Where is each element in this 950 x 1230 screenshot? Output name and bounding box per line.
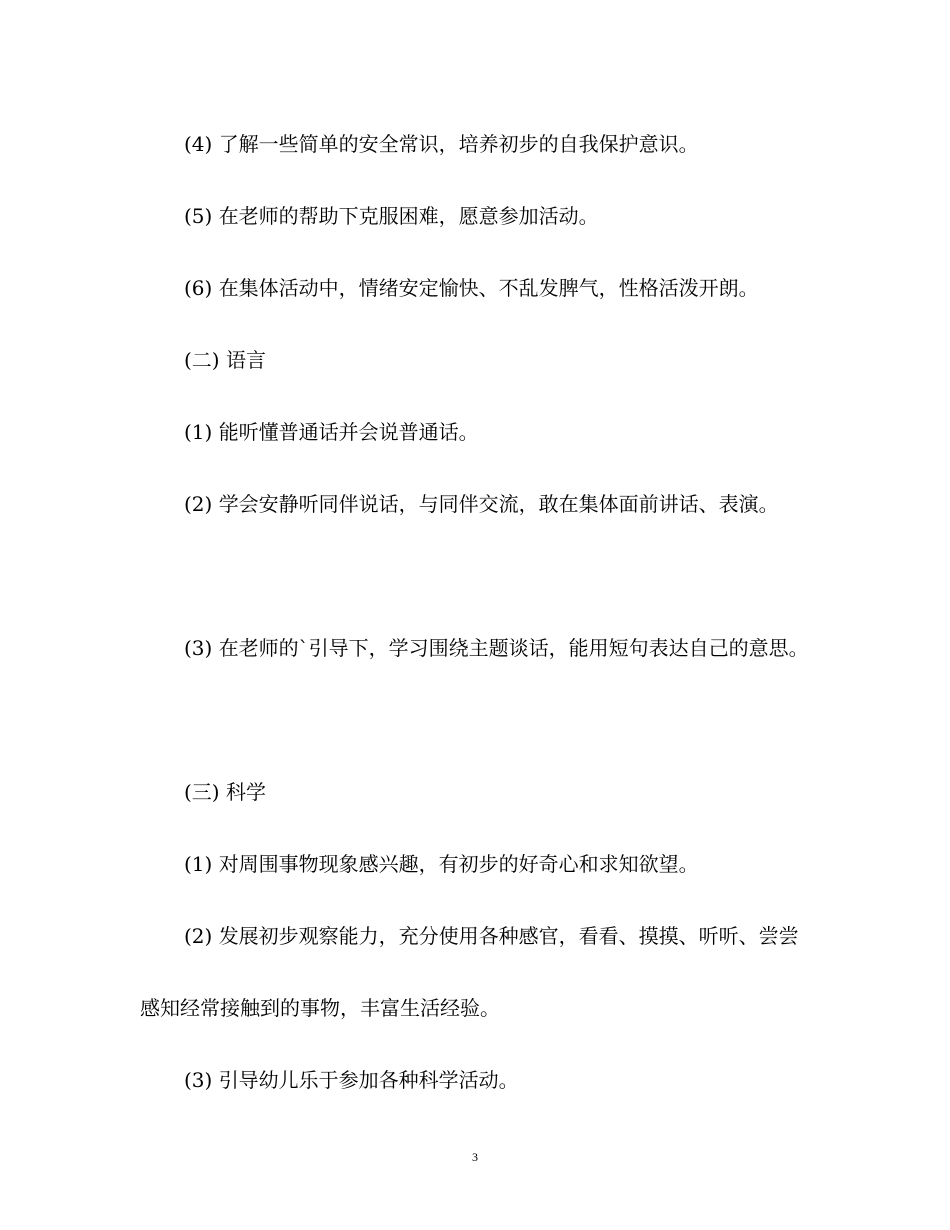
section-heading-science: (三) 科学 [184, 780, 266, 804]
paragraph-overcome-difficulty: (5) 在老师的帮助下克服困难，愿意参加活动。 [184, 204, 599, 228]
paragraph-observation: (2) 发展初步观察能力，充分使用各种感官，看看、摸摸、听听、尝尝感知经常接触到的事物，丰富生活经验。 [140, 924, 799, 1020]
section-heading-language: (二) 语言 [184, 348, 266, 372]
paragraph-listening-peers: (2) 学会安静听同伴说话，与同伴交流，敢在集体面前讲话、表演。 [184, 492, 779, 516]
paragraph-mandarin: (1) 能听懂普通话并会说普通话。 [184, 420, 479, 444]
paragraph-topic-talk: (3) 在老师的`引导下，学习围绕主题谈话，能用短句表达自己的意思。 [184, 636, 809, 660]
paragraph-emotional-stability: (6) 在集体活动中，情绪安定愉快、不乱发脾气，性格活泼开朗。 [184, 276, 759, 300]
paragraph-curiosity: (1) 对周围事物现象感兴趣，有初步的好奇心和求知欲望。 [184, 852, 699, 876]
page-number: 3 [472, 1150, 478, 1164]
paragraph-science-activities: (3) 引导幼儿乐于参加各种科学活动。 [184, 1068, 519, 1092]
paragraph-safety-knowledge: (4) 了解一些简单的安全常识，培养初步的自我保护意识。 [184, 132, 699, 156]
